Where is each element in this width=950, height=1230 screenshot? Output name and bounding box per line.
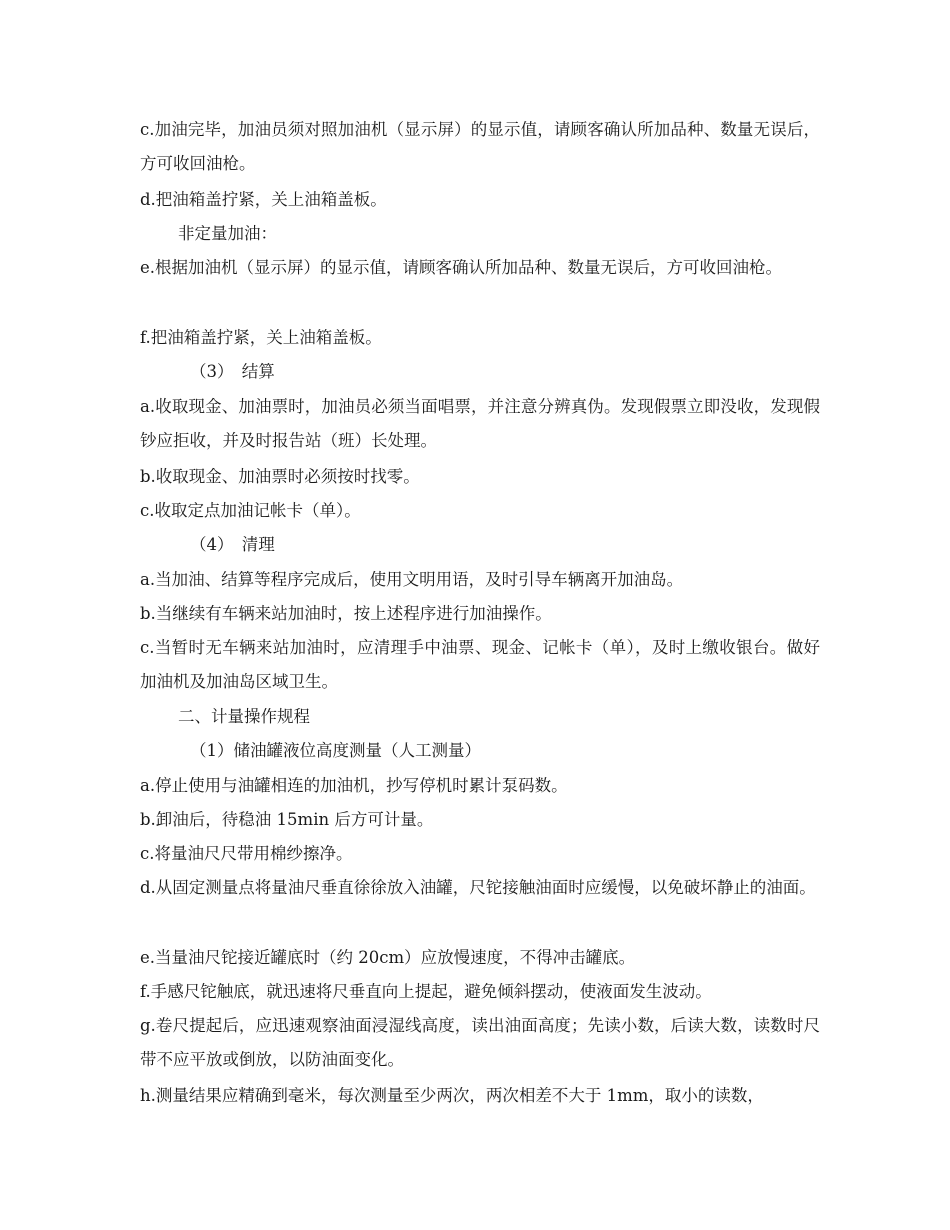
paragraph-precision: h.测量结果应精确到毫米，每次测量至少两次，两次相差不大于 1mm，取小的读数，: [140, 1086, 764, 1105]
paragraph-guide-vehicle: a.当加油、结算等程序完成后，使用文明用语，及时引导车辆离开加油岛。: [140, 570, 684, 589]
paragraph-collect-card: c.收取定点加油记帐卡（单）。: [140, 501, 361, 520]
paragraph-refuel-complete: c.加油完毕，加油员须对照加油机（显示屏）的显示值，请顾客确认所加品种、数量无误后，方可收回油枪。: [140, 120, 820, 173]
heading-settlement: （3） 结算: [190, 362, 275, 381]
paragraph-no-vehicle: c.当暂时无车辆来站加油时，应清理手中油票、现金、记帐卡（单），及时上缴收银台。做好加油机及加油岛区域卫生。: [140, 638, 820, 691]
heading-tank-level-measurement: （1）储油罐液位高度测量（人工测量）: [190, 741, 481, 760]
paragraph-next-vehicle: b.当继续有车辆来站加油时，按上述程序进行加油操作。: [140, 604, 552, 623]
paragraph-read-level: g.卷尺提起后，应迅速观察油面浸湿线高度，读出油面高度；先读小数，后读大数，读数时尺带不应平放或倒放，以防油面变化。: [140, 1016, 820, 1069]
paragraph-confirm-display: e.根据加油机（显示屏）的显示值，请顾客确认所加品种、数量无误后，方可收回油枪。: [140, 258, 783, 277]
paragraph-slow-down: e.当量油尺铊接近罐底时（约 20cm）应放慢速度，不得冲击罐底。: [140, 948, 636, 967]
paragraph-close-tank-cap: d.把油箱盖拧紧，关上油箱盖板。: [140, 190, 387, 209]
paragraph-clean-tape: c.将量油尺尺带用棉纱擦净。: [140, 844, 353, 863]
paragraph-collect-cash: a.收取现金、加油票时，加油员必须当面唱票，并注意分辨真伪。发现假票立即没收，发现假钞应拒收，并及时报告站（班）长处理。: [140, 397, 820, 450]
paragraph-stop-pumps: a.停止使用与油罐相连的加油机，抄写停机时累计泵码数。: [140, 776, 568, 795]
paragraph-close-tank-cap-2: f.把油箱盖拧紧，关上油箱盖板。: [140, 328, 382, 347]
heading-non-fixed-refuel: 非定量加油：: [178, 224, 277, 243]
heading-cleanup: （4） 清理: [190, 535, 275, 554]
heading-metering-rules: 二、计量操作规程: [178, 707, 310, 726]
paragraph-lift-tape: f.手感尺铊触底，就迅速将尺垂直向上提起，避免倾斜摆动，使液面发生波动。: [140, 982, 712, 1001]
paragraph-give-change: b.收取现金、加油票时必须按时找零。: [140, 467, 420, 486]
paragraph-lower-tape: d.从固定测量点将量油尺垂直徐徐放入油罐，尺铊接触油面时应缓慢，以免破坏静止的油面。: [140, 878, 816, 897]
paragraph-stabilize-oil: b.卸油后，待稳油 15min 后方可计量。: [140, 810, 434, 829]
